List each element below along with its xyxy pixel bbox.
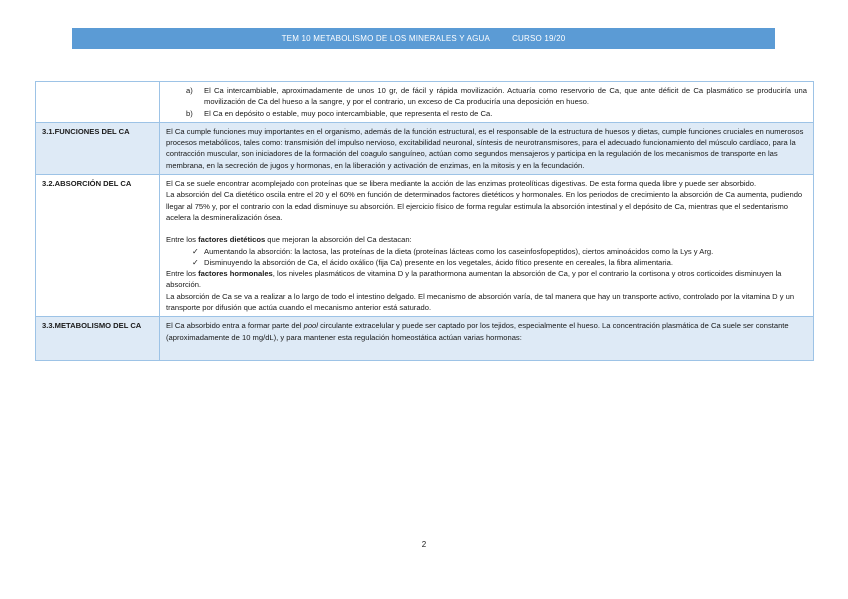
paragraph: El Ca cumple funciones muy importantes en el organismo, además de la función estructural, es el responsable de la estructura de huesos y dietas, cumple funciones cruciales en numerosos procesos metabólicos, tales como: transmisión del impulso nervioso, excitabilidad neuronal, síntesis de neurotransmisores, para el adecuado funcionamiento del músculo cardíaco, para la contracción muscular, son iniciadores de la formación del coagulo sanguíneo, actúan como segundos mensajeros y participa en la regulación de los mecanismos de transporte en las membrana, en la secreción de jugos y hormonas, en la liberación y activación de enzimas, en la mitosis y en la fecundación. (166, 126, 804, 170)
list-item: b) El Ca en depósito o estable, muy poco intercambiable, que representa el resto de Ca. (186, 108, 493, 118)
list-item: a) El Ca intercambiable, aproximadamente de unos 10 gr, de fácil y rápida movilización. Actuaría como reservorio de Ca, que ante déficit de Ca plasmático se produciría una movilización de Ca del hueso a la sangre, y por el contrario, un exceso de Ca produciría una deposición en hueso. (186, 86, 807, 107)
check-list (166, 246, 807, 269)
paragraph: Entre los factores dietéticos que mejoran la absorción del Ca destacan: (166, 235, 412, 245)
table-row (36, 122, 814, 174)
header-course: CURSO 19/20 (512, 34, 566, 43)
ca-types-list (166, 85, 807, 119)
paragraph: El Ca se suele encontrar acomplejado con proteínas que se libera mediante la acción de las enzimas proteolíticas digestivas. De esta forma queda libre y puede ser absorbido. (166, 179, 757, 189)
row-label: 3.2.ABSORCIÓN DEL CA (36, 175, 160, 317)
paragraph: Entre los factores hormonales, los niveles plasmáticos de vitamina D y la parathormona aumentan la absorción de Ca, y por el contrario la cortisona y otros corticoides disminuyen la absorción. (166, 269, 782, 290)
list-item: ✓ Disminuyendo la absorción de Ca, el ácido oxálico (fija Ca) presente en los vegetales, ácido fítico presente en cereales, la fibra alimentaria. (192, 257, 673, 267)
paragraph: La absorción de Ca se va a realizar a lo largo de todo el intestino delgado. El mecanismo de absorción varía, de tal manera que hay un transporte activo, controlado por la vitamina D y un transporte por difusión que actúa cuando el mecanismo anterior está saturado. (166, 291, 795, 313)
list-marker: b) (186, 108, 193, 118)
row-label (36, 82, 160, 123)
table-row (36, 175, 814, 317)
row-content (160, 82, 814, 123)
paragraph: El Ca absorbido entra a formar parte del pool circulante extracelular y puede ser captado por los tejidos, especialmente el hueso. La concentración plasmática de Ca suele ser constante (aproximadamente de 10 mg/dL), y para mantener esta regulación homeostática actúan varias hormonas: (166, 321, 789, 342)
paragraph: La absorción del Ca dietético oscila entre el 20 y el 60% en función de determinados factores dietéticos y hormonales. En los periodos de crecimiento la absorción de Ca aumenta, pudiendo llegar al 75% y, por el contrario con la edad disminuye su absorción. El ejercicio físico de forma regular estimula la absorción intestinal y el depósito de Ca, mientras que el sedentarismo acelera la desmineralización ósea. (166, 190, 803, 222)
header-title: TEM 10 METABOLISMO DE LOS MINERALES Y AGUA (281, 34, 491, 43)
row-content (160, 175, 814, 317)
row-content (160, 122, 814, 174)
row-label: 3.3.METABOLISMO DEL CA (36, 317, 160, 361)
document-header (72, 28, 775, 49)
check-icon: ✓ (192, 246, 199, 256)
list-item: ✓ Aumentando la absorción: la lactosa, las proteínas de la dieta (proteínas lácteas como los caseinfosfopeptidos), ciertos aminoácidos como la Lys y Arg. (192, 246, 714, 256)
row-label: 3.1.FUNCIONES DEL CA (36, 122, 160, 174)
table-row (36, 82, 814, 123)
check-icon: ✓ (192, 257, 199, 267)
content-table (35, 81, 814, 361)
table-row (36, 317, 814, 361)
row-content (160, 317, 814, 361)
page-number: 2 (421, 540, 427, 549)
list-marker: a) (186, 86, 193, 95)
